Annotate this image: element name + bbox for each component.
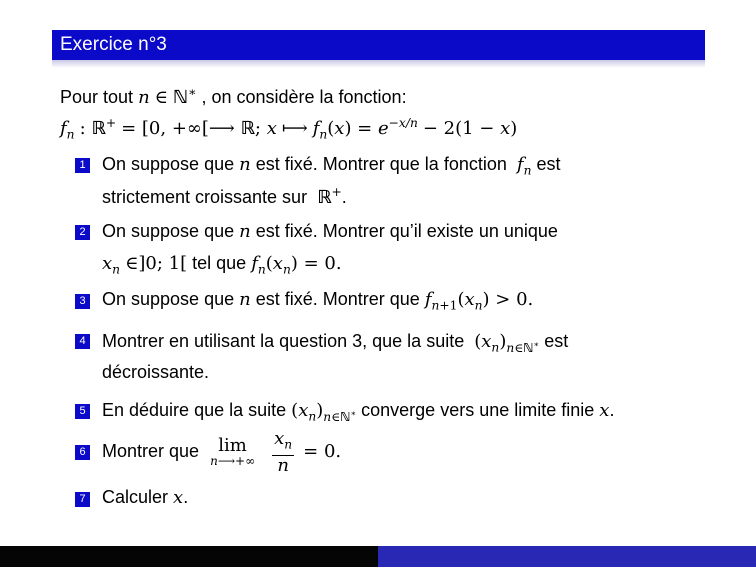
item-3-line: On suppose que n est fixé. Montrer que $f_{n+1}(x_n) > 0$. [102,289,534,313]
definition-semicolon: ; [254,118,267,139]
item-1-line-1: On suppose que n est fixé. Montrer que la fonction $f_n$ est [102,154,561,178]
item-1-text-d: strictement croissante sur [102,187,308,207]
item-3-number: 3 [75,294,90,309]
item-4-text-b: est [544,331,569,351]
item-3-text-a: On suppose que [102,289,235,309]
item-4-line-2 [102,361,209,383]
item-3-text-b: est fixé. Montrer que [255,289,420,309]
item-6-text-a: Montrer que [102,441,200,461]
item-1-text-c: est [536,154,561,174]
item-2-line-2: $x_n$ ∈]0; 1[ tel que $f_n(x_n) = 0$. [102,253,342,277]
item-1-text-a: On suppose que [102,154,235,174]
footer-left-bar [0,546,378,567]
item-6-line: Montrer que lim n⟶+∞ $\frac{x_n}{n}$ = 0. [102,428,342,477]
item-1-line-2: strictement croissante sur ℝ+. [102,185,347,208]
item-5-text-a: En déduire que la suite [102,400,287,420]
intro-prefix: Pour tout [60,87,134,107]
limit-operator: lim n⟶+∞ [210,435,256,469]
item-2-text-a: On suppose que [102,221,235,241]
item-1-number: 1 [75,158,90,173]
intro-suffix: , on considère la fonction: [201,87,407,107]
item-2-text-b: est fixé. Montrer qu’il existe un unique [255,221,558,241]
title-shadow [52,60,705,68]
item-4-text-c: décroissante. [102,362,210,382]
item-7-text-a: Calculer [102,487,169,507]
footer-right-bar [378,546,756,567]
item-4-line-1: Montrer en utilisant la question 3, que la suite $(x_n)_{n\in ℕ^∗}$ est [102,331,569,355]
item-1-text-b: est fixé. Montrer que la fonction [255,154,507,174]
item-2-text-c: tel que [192,253,247,273]
item-7-line: Calculer x. [102,487,189,508]
item-5-line: En déduire que la suite $(x_n)_{n\in ℕ^∗}$ converge vers une limite finie x. [102,400,615,424]
item-4-number: 4 [75,334,90,349]
item-2-number: 2 [75,225,90,240]
slide-title: Exercice n°3 [52,30,705,60]
item-6-number: 6 [75,445,90,460]
item-5-text-b: converge vers une limite finie [361,400,595,420]
item-4-text-a: Montrer en utilisant la question 3, que la suite [102,331,465,351]
function-definition: $f_n$ : ℝ+ = [0, +∞[⟶ ℝ; x ⟼ $f_n(x) = e^{-x/n} - 2(1 - x)$ [60,116,518,142]
item-7-number: 7 [75,492,90,507]
item-5-number: 5 [75,404,90,419]
intro-line: Pour tout n ∈ ℕ∗ , on considère la fonction: [60,85,407,108]
item-2-line-1: On suppose que n est fixé. Montrer qu’il existe un unique [102,221,558,242]
fraction-xn-over-n: $\frac{x_n}{n}$ [274,428,293,477]
